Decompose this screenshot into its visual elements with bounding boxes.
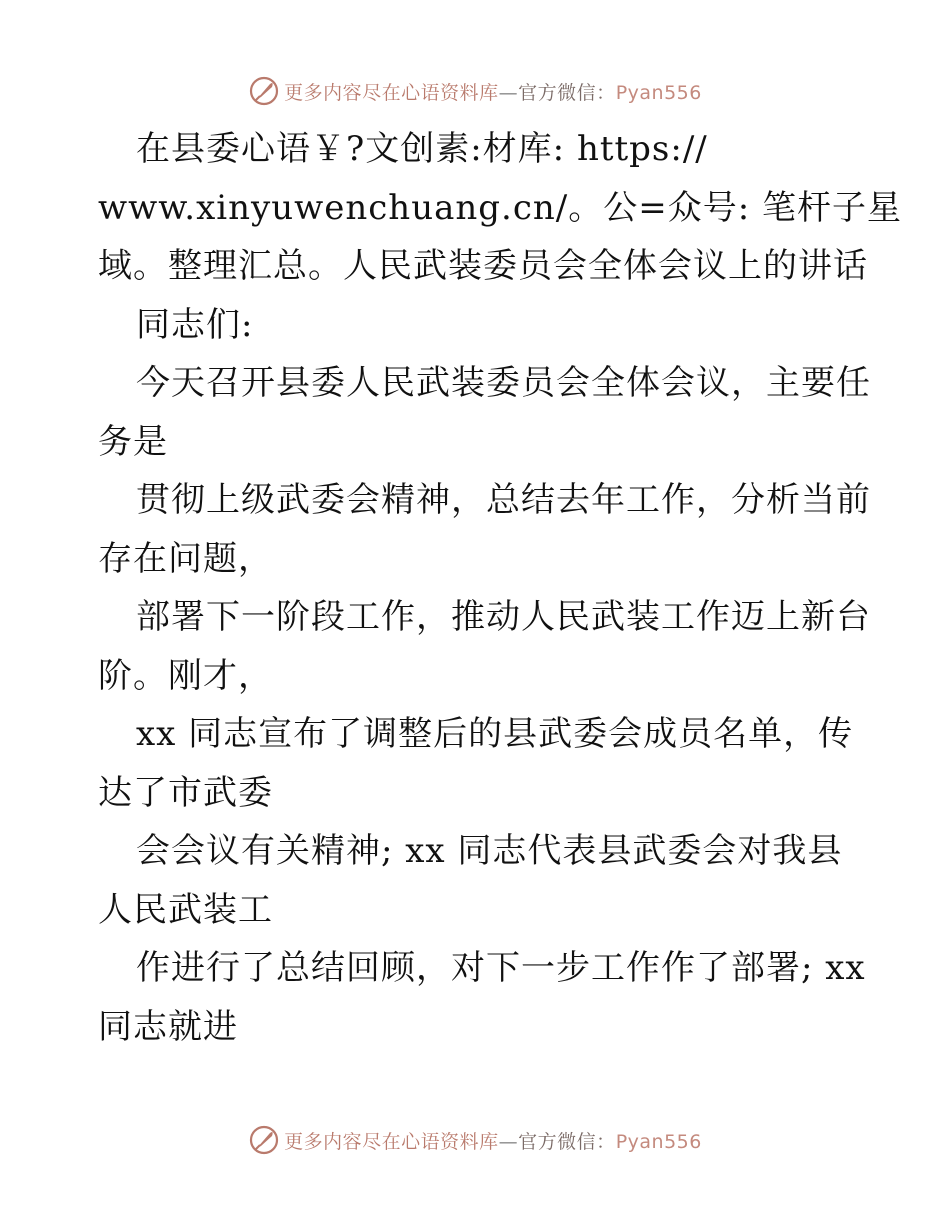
banner-dash: — bbox=[498, 81, 519, 104]
body-line: 人民武装工 bbox=[98, 889, 273, 930]
banner-main-text: 更多内容尽在心语资料库 bbox=[284, 81, 499, 104]
body-line: www.xinyuwenchuang.cn/。公=众号: 笔杆子星 bbox=[98, 187, 902, 228]
banner-wechat-id: Pyan556 bbox=[615, 81, 702, 104]
feather-seal-icon bbox=[248, 75, 280, 107]
header-banner-text bbox=[284, 78, 702, 105]
body-line: xx 同志宣布了调整后的县武委会成员名单，传 bbox=[136, 714, 854, 754]
banner-dash: — bbox=[498, 1130, 519, 1153]
banner-wechat-id: Pyan556 bbox=[615, 1130, 702, 1153]
footer-banner-text bbox=[284, 1127, 702, 1154]
body-line: 务是 bbox=[98, 421, 168, 462]
banner-main-text: 更多内容尽在心语资料库 bbox=[284, 1130, 499, 1153]
header-banner bbox=[0, 71, 950, 111]
body-line: 作进行了总结回顾，对下一步工作作了部署; xx bbox=[136, 948, 866, 988]
body-line: 今天召开县委人民武装委员会全体会议，主要任 bbox=[136, 363, 871, 403]
banner-wechat-label: 官方微信： bbox=[518, 81, 616, 104]
body-line: 会会议有关精神; xx 同志代表县武委会对我县 bbox=[136, 831, 843, 871]
body-line: 在县委心语￥?文创素:材库: https:// bbox=[136, 129, 708, 169]
body-line: 同志就进 bbox=[98, 1006, 238, 1047]
body-line: 阶。刚才， bbox=[98, 655, 273, 696]
feather-seal-icon bbox=[248, 1124, 280, 1156]
body-line: 域。整理汇总。人民武装委员会全体会议上的讲话 bbox=[98, 246, 868, 286]
body-line: 同志们: bbox=[136, 304, 254, 345]
banner-wechat-label: 官方微信： bbox=[518, 1130, 616, 1153]
body-line: 存在问题， bbox=[98, 538, 273, 579]
body-line: 达了市武委 bbox=[98, 772, 273, 813]
footer-banner bbox=[0, 1120, 950, 1160]
body-line: 贯彻上级武委会精神，总结去年工作，分析当前 bbox=[136, 480, 871, 520]
document-body bbox=[98, 120, 902, 1056]
body-line: 部署下一阶段工作，推动人民武装工作迈上新台 bbox=[136, 597, 871, 637]
